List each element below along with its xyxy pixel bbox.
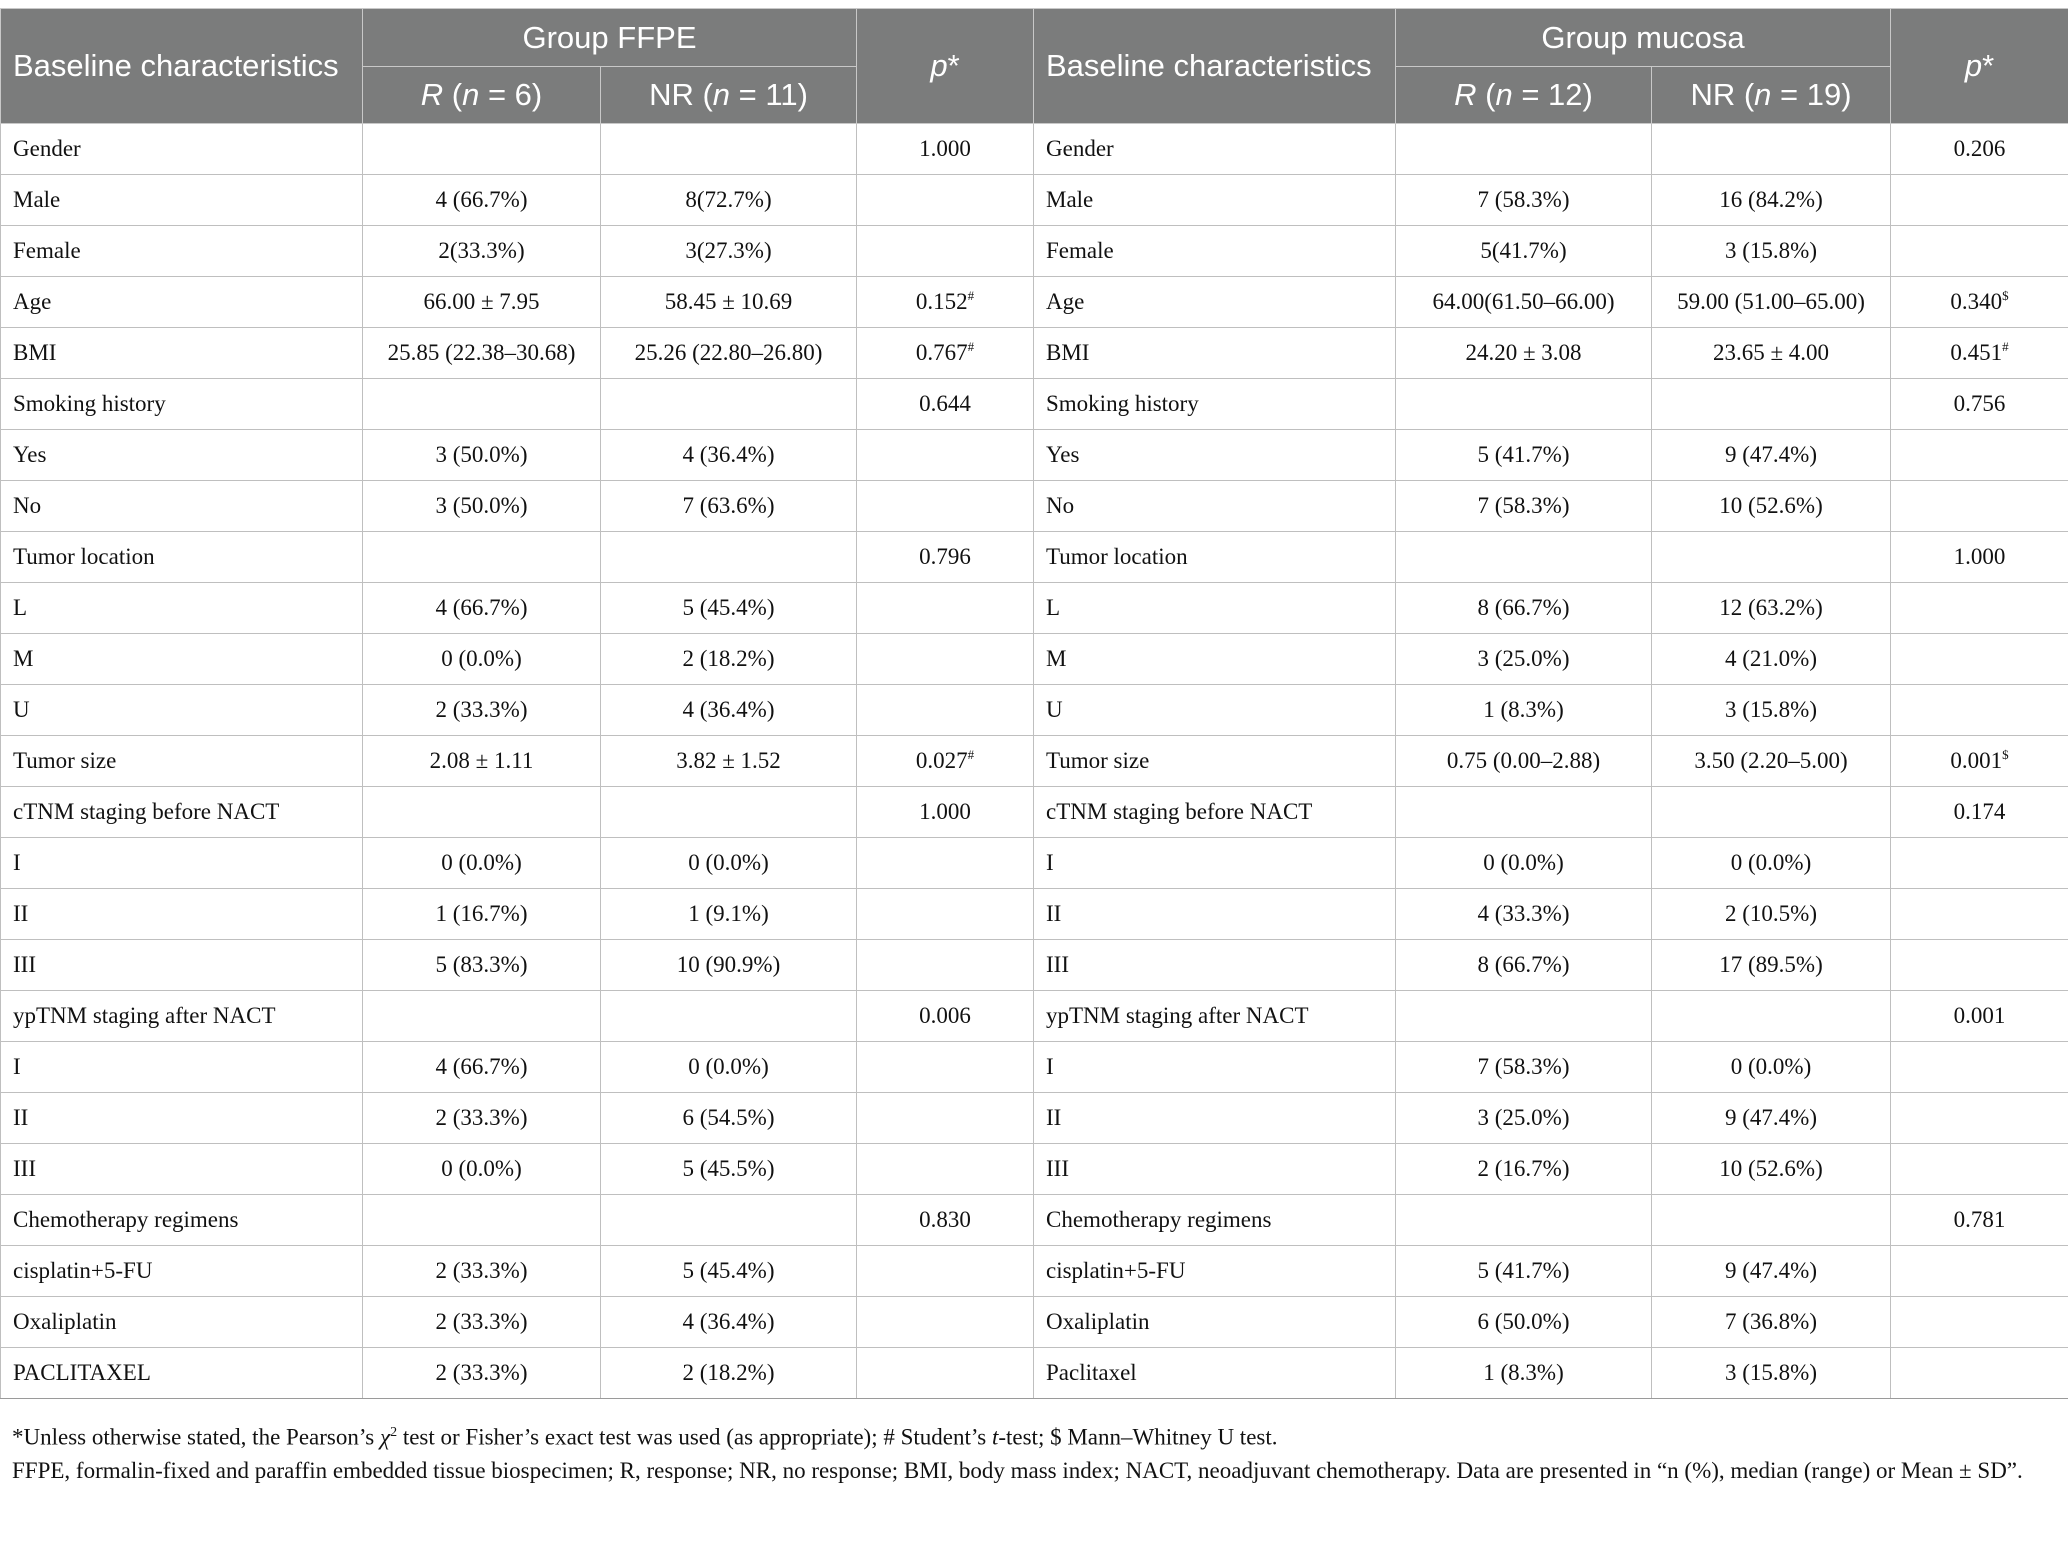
ffpe-nr-value: 3(27.3%) (601, 226, 857, 277)
footnote-tests: *Unless otherwise stated, the Pearson’s $\chi^2$ test or Fisher’s exact test was used (as appropriate); # Student’s t-test; $ Mann–Whitney U test. (12, 1424, 1278, 1450)
mucosa-r-value (1396, 532, 1652, 583)
row-label: Female (1, 226, 363, 277)
table-row (1, 685, 2068, 736)
row-label: Male (1034, 175, 1396, 226)
p-value-marker: $ (2002, 288, 2009, 303)
ffpe-r-value: 2 (33.3%) (363, 685, 601, 736)
row-label: BMI (1034, 328, 1396, 379)
mucosa-r-value: 1 (8.3%) (1396, 685, 1652, 736)
row-label: III (1034, 940, 1396, 991)
ffpe-nr-value: 6 (54.5%) (601, 1093, 857, 1144)
table-row (1, 1195, 2068, 1246)
mucosa-r-value: 8 (66.7%) (1396, 583, 1652, 634)
ffpe-p-value (857, 634, 1034, 685)
row-label: Tumor location (1, 532, 363, 583)
ffpe-nr-value (601, 991, 857, 1042)
mucosa-r-value: 8 (66.7%) (1396, 940, 1652, 991)
chi-symbol: χ (379, 1424, 391, 1450)
table-row (1, 838, 2068, 889)
mucosa-r-value: 3 (25.0%) (1396, 634, 1652, 685)
ffpe-p-value: 1.000 (857, 787, 1034, 838)
table-row (1, 532, 2068, 583)
row-label: cTNM staging before NACT (1, 787, 363, 838)
ffpe-r-value: 3 (50.0%) (363, 481, 601, 532)
mucosa-r-value (1396, 379, 1652, 430)
row-label: cisplatin+5-FU (1034, 1246, 1396, 1297)
table-row (1, 481, 2068, 532)
ffpe-r-value: 4 (66.7%) (363, 1042, 601, 1093)
table-row (1, 1297, 2068, 1348)
mucosa-p-value (1891, 1348, 2068, 1399)
mucosa-p-value: 0.756 (1891, 379, 2068, 430)
mucosa-nr-value: 9 (47.4%) (1652, 430, 1891, 481)
table-row (1, 1348, 2068, 1399)
ffpe-r-value: 2 (33.3%) (363, 1297, 601, 1348)
mucosa-r-value: 6 (50.0%) (1396, 1297, 1652, 1348)
ffpe-r-value: 4 (66.7%) (363, 583, 601, 634)
p-value-marker: # (967, 339, 975, 354)
baseline-table-container (0, 8, 2068, 1399)
ffpe-p-value (857, 1144, 1034, 1195)
ffpe-r-value: 4 (66.7%) (363, 175, 601, 226)
mucosa-r-value: 2 (16.7%) (1396, 1144, 1652, 1195)
ffpe-p-value (857, 175, 1034, 226)
ffpe-p-value (857, 226, 1034, 277)
mucosa-r-value: 5 (41.7%) (1396, 1246, 1652, 1297)
ffpe-nr-value: 1 (9.1%) (601, 889, 857, 940)
row-label: cTNM staging before NACT (1034, 787, 1396, 838)
ffpe-r-value: 0 (0.0%) (363, 838, 601, 889)
row-label: Chemotherapy regimens (1034, 1195, 1396, 1246)
table-body (1, 124, 2068, 1399)
ffpe-p-value (857, 1246, 1034, 1297)
ffpe-nr-value: 5 (45.4%) (601, 583, 857, 634)
mucosa-nr-value: 10 (52.6%) (1652, 1144, 1891, 1195)
r-count: 6 (514, 77, 532, 112)
header-baseline-ffpe: Baseline characteristics (1, 9, 363, 124)
mucosa-r-value: 24.20 ± 3.08 (1396, 328, 1652, 379)
row-label: Oxaliplatin (1034, 1297, 1396, 1348)
ffpe-nr-value (601, 532, 857, 583)
ffpe-r-value: 66.00 ± 7.95 (363, 277, 601, 328)
mucosa-r-value: 5 (41.7%) (1396, 430, 1652, 481)
ffpe-r-value: 1 (16.7%) (363, 889, 601, 940)
ffpe-r-value: 2 (33.3%) (363, 1093, 601, 1144)
ffpe-p-value (857, 838, 1034, 889)
ffpe-nr-value: 7 (63.6%) (601, 481, 857, 532)
ffpe-r-value: 5 (83.3%) (363, 940, 601, 991)
ffpe-r-value: 2.08 ± 1.11 (363, 736, 601, 787)
nr-label: NR (1690, 77, 1736, 112)
ffpe-r-value: 3 (50.0%) (363, 430, 601, 481)
row-label: Yes (1034, 430, 1396, 481)
ffpe-r-value (363, 787, 601, 838)
table-row (1, 991, 2068, 1042)
ffpe-p-value (857, 1297, 1034, 1348)
row-label: cisplatin+5-FU (1, 1246, 363, 1297)
mucosa-nr-value (1652, 1195, 1891, 1246)
mucosa-r-value (1396, 787, 1652, 838)
mucosa-r-value: 64.00(61.50–66.00) (1396, 277, 1652, 328)
row-label: I (1034, 838, 1396, 889)
mucosa-nr-value: 23.65 ± 4.00 (1652, 328, 1891, 379)
row-label: III (1, 940, 363, 991)
mucosa-nr-value: 16 (84.2%) (1652, 175, 1891, 226)
ffpe-p-value (857, 481, 1034, 532)
ffpe-r-value (363, 379, 601, 430)
row-label: M (1034, 634, 1396, 685)
p-value-marker: $ (2002, 747, 2009, 762)
mucosa-nr-value: 2 (10.5%) (1652, 889, 1891, 940)
ffpe-p-value: 0.830 (857, 1195, 1034, 1246)
ffpe-nr-value: 58.45 ± 10.69 (601, 277, 857, 328)
mucosa-nr-value: 10 (52.6%) (1652, 481, 1891, 532)
mucosa-nr-value (1652, 379, 1891, 430)
header-baseline-mucosa: Baseline characteristics (1034, 9, 1396, 124)
row-label: Oxaliplatin (1, 1297, 363, 1348)
mucosa-p-value: 0.206 (1891, 124, 2068, 175)
ffpe-nr-value (601, 379, 857, 430)
ffpe-nr-value: 5 (45.4%) (601, 1246, 857, 1297)
table-row (1, 175, 2068, 226)
header-ffpe-r: R (n = 6) (363, 67, 601, 124)
mucosa-nr-value: 9 (47.4%) (1652, 1093, 1891, 1144)
nr-count: 19 (1806, 77, 1842, 112)
mucosa-p-value (1891, 481, 2068, 532)
row-label: Age (1, 277, 363, 328)
chi-superscript: 2 (390, 1425, 398, 1440)
mucosa-p-value (1891, 430, 2068, 481)
mucosa-nr-value: 12 (63.2%) (1652, 583, 1891, 634)
ffpe-nr-value: 25.26 (22.80–26.80) (601, 328, 857, 379)
table-row (1, 583, 2068, 634)
ffpe-p-value (857, 583, 1034, 634)
table-row (1, 940, 2068, 991)
mucosa-r-value: 0.75 (0.00–2.88) (1396, 736, 1652, 787)
ffpe-p-value (857, 430, 1034, 481)
row-label: Age (1034, 277, 1396, 328)
mucosa-nr-value: 3 (15.8%) (1652, 1348, 1891, 1399)
header-group-ffpe: Group FFPE (363, 9, 857, 67)
row-label: Male (1, 175, 363, 226)
p-value-marker: # (2002, 339, 2009, 354)
ffpe-nr-value: 10 (90.9%) (601, 940, 857, 991)
row-label: ypTNM staging after NACT (1034, 991, 1396, 1042)
mucosa-p-value (1891, 685, 2068, 736)
header-p-ffpe (857, 9, 1034, 124)
mucosa-r-value: 7 (58.3%) (1396, 1042, 1652, 1093)
mucosa-p-value (1891, 583, 2068, 634)
row-label: PACLITAXEL (1, 1348, 363, 1399)
mucosa-r-value: 3 (25.0%) (1396, 1093, 1652, 1144)
mucosa-r-value: 7 (58.3%) (1396, 481, 1652, 532)
row-label: Tumor size (1, 736, 363, 787)
footnote-abbreviations: FFPE, formalin-fixed and paraffin embedded tissue biospecimen; R, response; NR, no response; BMI, body mass index; NACT, neoadjuvant chemotherapy. Data are presented in “n (%), median (range) or Mean ± SD”. (12, 1457, 2023, 1483)
ffpe-p-value (857, 1042, 1034, 1093)
table-row (1, 277, 2068, 328)
ffpe-nr-value: 4 (36.4%) (601, 430, 857, 481)
table-row (1, 328, 2068, 379)
mucosa-p-value (1891, 889, 2068, 940)
row-label: Smoking history (1034, 379, 1396, 430)
ffpe-r-value (363, 532, 601, 583)
ffpe-r-value (363, 1195, 601, 1246)
ffpe-nr-value: 4 (36.4%) (601, 685, 857, 736)
ffpe-nr-value: 5 (45.5%) (601, 1144, 857, 1195)
mucosa-r-value: 5(41.7%) (1396, 226, 1652, 277)
mucosa-nr-value: 9 (47.4%) (1652, 1246, 1891, 1297)
mucosa-p-value: 0.001$ (1891, 736, 2068, 787)
ffpe-r-value (363, 124, 601, 175)
row-label: L (1034, 583, 1396, 634)
r-label: R (1454, 77, 1477, 112)
ffpe-nr-value (601, 1195, 857, 1246)
ffpe-nr-value (601, 124, 857, 175)
table-row (1, 1093, 2068, 1144)
ffpe-p-value: 0.027# (857, 736, 1034, 787)
mucosa-r-value: 7 (58.3%) (1396, 175, 1652, 226)
ffpe-p-value (857, 940, 1034, 991)
mucosa-nr-value: 3 (15.8%) (1652, 226, 1891, 277)
mucosa-p-value (1891, 1093, 2068, 1144)
mucosa-p-value: 0.340$ (1891, 277, 2068, 328)
ffpe-nr-value: 4 (36.4%) (601, 1297, 857, 1348)
ffpe-p-value: 1.000 (857, 124, 1034, 175)
mucosa-p-value: 0.001 (1891, 991, 2068, 1042)
p-label: p (930, 48, 948, 83)
mucosa-nr-value (1652, 532, 1891, 583)
ffpe-r-value (363, 991, 601, 1042)
ffpe-r-value: 0 (0.0%) (363, 634, 601, 685)
ffpe-r-value: 2 (33.3%) (363, 1348, 601, 1399)
header-mucosa-r: R (n = 12) (1396, 67, 1652, 124)
nr-label: NR (649, 77, 694, 112)
baseline-characteristics-table (0, 8, 2068, 1399)
table-row (1, 736, 2068, 787)
row-label: Chemotherapy regimens (1, 1195, 363, 1246)
row-label: M (1, 634, 363, 685)
mucosa-p-value: 0.781 (1891, 1195, 2068, 1246)
ffpe-r-value: 25.85 (22.38–30.68) (363, 328, 601, 379)
ffpe-nr-value: 0 (0.0%) (601, 1042, 857, 1093)
mucosa-nr-value: 3 (15.8%) (1652, 685, 1891, 736)
row-label: U (1034, 685, 1396, 736)
header-ffpe-nr: NR (n = 11) (601, 67, 857, 124)
row-label: Gender (1034, 124, 1396, 175)
mucosa-nr-value (1652, 991, 1891, 1042)
row-label: I (1, 838, 363, 889)
mucosa-p-value: 0.451# (1891, 328, 2068, 379)
mucosa-r-value: 4 (33.3%) (1396, 889, 1652, 940)
ffpe-nr-value: 3.82 ± 1.52 (601, 736, 857, 787)
ffpe-p-value: 0.644 (857, 379, 1034, 430)
row-label: II (1034, 889, 1396, 940)
table-row (1, 124, 2068, 175)
row-label: ypTNM staging after NACT (1, 991, 363, 1042)
mucosa-r-value (1396, 1195, 1652, 1246)
mucosa-p-value (1891, 1042, 2068, 1093)
ffpe-p-value (857, 889, 1034, 940)
mucosa-nr-value: 3.50 (2.20–5.00) (1652, 736, 1891, 787)
header-p-mucosa (1891, 9, 2068, 124)
table-row (1, 379, 2068, 430)
row-label: U (1, 685, 363, 736)
n-letter: n (1754, 77, 1772, 112)
mucosa-r-value (1396, 991, 1652, 1042)
row-label: II (1034, 1093, 1396, 1144)
header-mucosa-nr: NR (n = 19) (1652, 67, 1891, 124)
mucosa-nr-value (1652, 787, 1891, 838)
p-star: * (1982, 48, 1995, 83)
row-label: No (1, 481, 363, 532)
mucosa-p-value (1891, 838, 2068, 889)
n-letter: n (712, 77, 731, 112)
row-label: Tumor location (1034, 532, 1396, 583)
row-label: BMI (1, 328, 363, 379)
ffpe-nr-value (601, 787, 857, 838)
row-label: Smoking history (1, 379, 363, 430)
row-label: II (1, 1093, 363, 1144)
mucosa-r-value: 1 (8.3%) (1396, 1348, 1652, 1399)
ffpe-p-value: 0.767# (857, 328, 1034, 379)
mucosa-nr-value: 17 (89.5%) (1652, 940, 1891, 991)
ffpe-p-value: 0.796 (857, 532, 1034, 583)
p-value-marker: # (967, 747, 975, 762)
nr-count: 11 (765, 77, 798, 112)
row-label: No (1034, 481, 1396, 532)
table-row (1, 226, 2068, 277)
row-label: I (1034, 1042, 1396, 1093)
mucosa-p-value (1891, 1297, 2068, 1348)
table-row (1, 430, 2068, 481)
ffpe-nr-value: 2 (18.2%) (601, 634, 857, 685)
mucosa-p-value (1891, 634, 2068, 685)
p-label: p (1964, 48, 1983, 83)
mucosa-nr-value: 7 (36.8%) (1652, 1297, 1891, 1348)
ffpe-p-value: 0.006 (857, 991, 1034, 1042)
row-label: I (1, 1042, 363, 1093)
mucosa-nr-value (1652, 124, 1891, 175)
row-label: III (1034, 1144, 1396, 1195)
ffpe-nr-value: 0 (0.0%) (601, 838, 857, 889)
table-row (1, 634, 2068, 685)
n-letter: n (1495, 77, 1513, 112)
r-label: R (420, 77, 444, 112)
row-label: II (1, 889, 363, 940)
ffpe-p-value (857, 1348, 1034, 1399)
table-header (1, 9, 2068, 124)
mucosa-nr-value: 4 (21.0%) (1652, 634, 1891, 685)
table-row (1, 1144, 2068, 1195)
p-star: * (947, 48, 960, 83)
ffpe-p-value (857, 1093, 1034, 1144)
mucosa-p-value (1891, 940, 2068, 991)
row-label: III (1, 1144, 363, 1195)
table-row (1, 787, 2068, 838)
row-label: Gender (1, 124, 363, 175)
row-label: Paclitaxel (1034, 1348, 1396, 1399)
mucosa-p-value (1891, 175, 2068, 226)
row-label: L (1, 583, 363, 634)
mucosa-p-value (1891, 1144, 2068, 1195)
r-count: 12 (1548, 77, 1583, 112)
n-letter: n (462, 77, 480, 112)
mucosa-r-value: 0 (0.0%) (1396, 838, 1652, 889)
row-label: Tumor size (1034, 736, 1396, 787)
ffpe-r-value: 0 (0.0%) (363, 1144, 601, 1195)
row-label: Yes (1, 430, 363, 481)
mucosa-nr-value: 0 (0.0%) (1652, 1042, 1891, 1093)
mucosa-p-value: 1.000 (1891, 532, 2068, 583)
row-label: Female (1034, 226, 1396, 277)
table-footnotes (12, 1416, 2052, 1487)
mucosa-p-value (1891, 1246, 2068, 1297)
ffpe-r-value: 2(33.3%) (363, 226, 601, 277)
table-row (1, 1246, 2068, 1297)
ffpe-nr-value: 8(72.7%) (601, 175, 857, 226)
ffpe-p-value: 0.152# (857, 277, 1034, 328)
mucosa-r-value (1396, 124, 1652, 175)
mucosa-p-value: 0.174 (1891, 787, 2068, 838)
p-value-marker: # (967, 288, 975, 303)
table-row (1, 889, 2068, 940)
mucosa-p-value (1891, 226, 2068, 277)
mucosa-nr-value: 59.00 (51.00–65.00) (1652, 277, 1891, 328)
ffpe-r-value: 2 (33.3%) (363, 1246, 601, 1297)
ffpe-p-value (857, 685, 1034, 736)
mucosa-nr-value: 0 (0.0%) (1652, 838, 1891, 889)
table-row (1, 1042, 2068, 1093)
header-group-mucosa: Group mucosa (1396, 9, 1891, 67)
ffpe-nr-value: 2 (18.2%) (601, 1348, 857, 1399)
